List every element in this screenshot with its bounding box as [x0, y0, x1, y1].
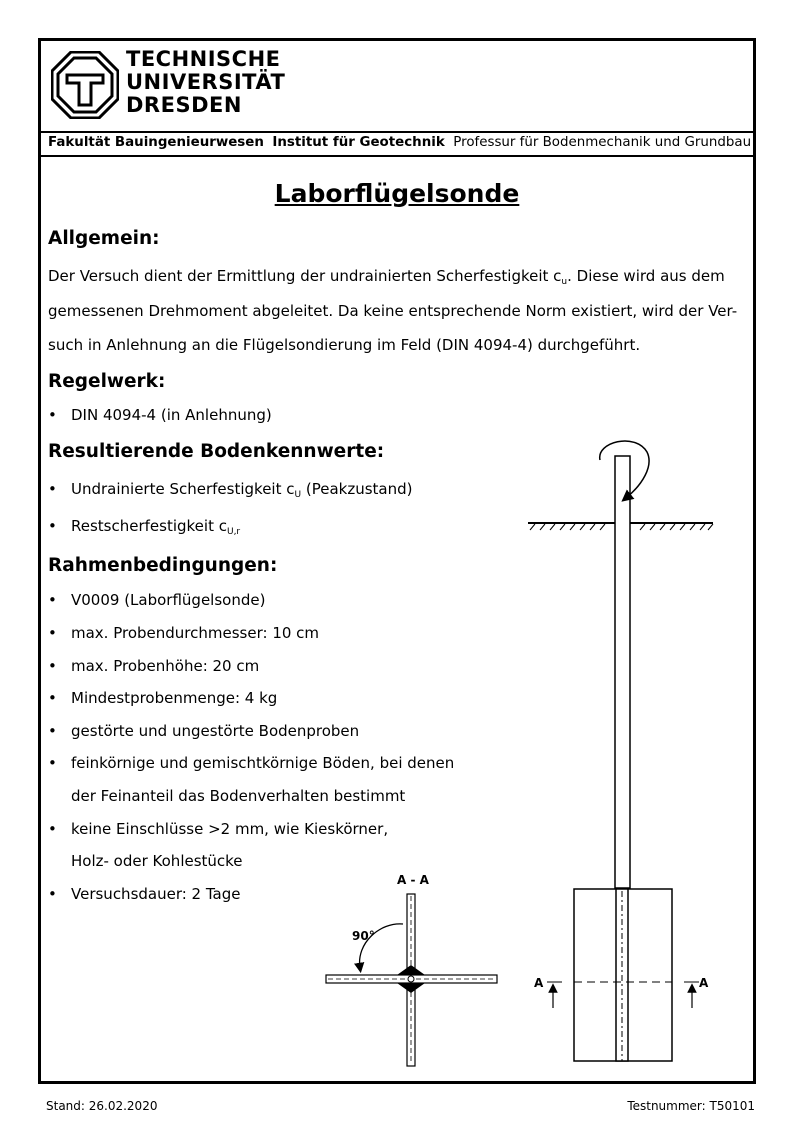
rahmen-item-1: V0009 (Laborflügelsonde): [71, 591, 266, 609]
vane-cross-section: [326, 894, 497, 1066]
bullet-marker: •: [48, 885, 57, 903]
page-title: Laborflügelsonde: [274, 179, 520, 208]
rahmen-item-7-line-2: Holz- oder Kohlestücke: [71, 852, 243, 870]
logo-line-2: UNIVERSITÄT: [126, 70, 286, 94]
heading-allgemein: Allgemein:: [48, 228, 160, 249]
kennwerte-item-2-text: Restscherfestigkeit c: [71, 517, 227, 535]
bullet-marker: •: [48, 689, 57, 707]
faculty-name: Fakultät Bauingenieurwesen: [48, 135, 264, 150]
cut-label-left: A: [534, 976, 544, 990]
angle-label: 90°: [352, 929, 375, 943]
bullet-marker: •: [48, 722, 57, 740]
rahmen-item-6-line-1: feinkörnige und gemischtkörnige Böden, bei denen: [71, 754, 455, 772]
section-label: A - A: [397, 873, 429, 887]
heading-regelwerk: Regelwerk:: [48, 371, 166, 392]
heading-kennwerte: Resultierende Bodenkennwerte:: [48, 441, 385, 462]
kennwerte-item-1-end: (Peakzustand): [301, 480, 413, 498]
professorship-name: Professur für Bodenmechanik und Grundbau: [453, 135, 752, 150]
bullet-marker: •: [48, 480, 57, 498]
rahmen-item-2: max. Probendurchmesser: 10 cm: [71, 624, 320, 642]
bullet-marker: •: [48, 591, 57, 609]
rahmen-item-5: gestörte und ungestörte Bodenproben: [71, 722, 360, 740]
bullet-marker: •: [48, 517, 57, 535]
bullet-marker: •: [48, 820, 57, 838]
regelwerk-item-1: DIN 4094-4 (in Anlehnung): [71, 406, 272, 424]
bullet-marker: •: [48, 406, 57, 424]
kennwerte-item-1-text: Undrainierte Scherfestigkeit c: [71, 480, 295, 498]
bullet-marker: •: [48, 657, 57, 675]
heading-rahmen: Rahmenbedingungen:: [48, 555, 278, 576]
subscript-u: u: [561, 277, 568, 287]
rahmen-item-6-line-2: der Feinanteil das Bodenverhalten bestimmt: [71, 787, 406, 805]
subscript-Ur: U,r: [226, 527, 241, 537]
allgemein-line-1-text: Der Versuch dient der Ermittlung der undrainierten Scherfestigkeit c: [48, 267, 562, 285]
logo-line-3: DRESDEN: [126, 93, 242, 117]
logo-line-1: TECHNISCHE: [126, 47, 281, 71]
bullet-marker: •: [48, 624, 57, 642]
bullet-marker: •: [48, 754, 57, 772]
rod: [615, 456, 630, 888]
institute-name: Institut für Geotechnik: [272, 135, 445, 150]
rahmen-item-7-line-1: keine Einschlüsse >2 mm, wie Kieskörner,: [71, 820, 389, 838]
allgemein-line-1-end: . Diese wird aus dem: [567, 267, 725, 285]
subscript-U: U: [294, 490, 302, 500]
allgemein-line-3: such in Anlehnung an die Flügelsondierung im Feld (DIN 4094-4) durchgeführt.: [48, 336, 641, 354]
rahmen-item-3: max. Probenhöhe: 20 cm: [71, 657, 260, 675]
rahmen-item-4: Mindestprobenmenge: 4 kg: [71, 689, 278, 707]
footer-date: Stand: 26.02.2020: [46, 1099, 158, 1113]
footer-test-number: Testnummer: T50101: [627, 1099, 755, 1113]
rahmen-item-8: Versuchsdauer: 2 Tage: [71, 885, 241, 903]
cut-label-right: A: [699, 976, 709, 990]
allgemein-line-2: gemessenen Drehmoment abgeleitet. Da keine entsprechende Norm existiert, wird der Ver-: [48, 302, 738, 320]
